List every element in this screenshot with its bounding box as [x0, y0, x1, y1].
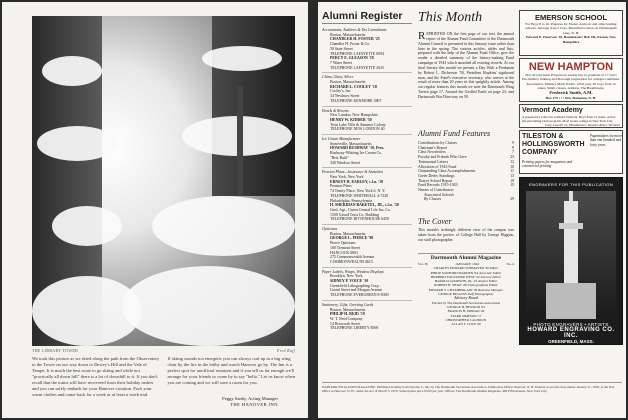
- register-detail: TELEPHONE NEW LONDON 40: [330, 127, 385, 132]
- feature-label: Names of Contributors: [418, 188, 454, 193]
- ad-new-hampton: [519, 58, 623, 102]
- staff-role: Editor: [489, 266, 499, 271]
- register-detail: Boston, Massachusetts: [330, 32, 366, 37]
- register-detail: Brooklyn, New York: [330, 274, 363, 279]
- board-member: CHRISTOPHER CALHOUN: [445, 317, 487, 322]
- cover-text: This month's strikingly different view of the campus was taken from the portico of College Hall by George Higgins, our staff photographer.: [418, 228, 514, 242]
- ad-engraving-line1: PHOTO ENGRAVERS • ARTISTS: [533, 322, 609, 327]
- register-detail: TELEPHONE LAFAYETTE 2635: [330, 65, 385, 70]
- feature-label: Faculty and Friends Who Gave: [418, 155, 467, 160]
- feature-label: By Classes: [424, 197, 441, 202]
- register-detail: 14 Bosworth Street: [330, 321, 361, 326]
- register-cat: Opticians: [322, 227, 338, 232]
- register-detail: Bushway-Whiting Ice Cream Co.: [330, 151, 383, 156]
- inn-letter: [32, 356, 295, 398]
- staff-name: HAROLD GOODWIN, JR. '23: [434, 279, 479, 284]
- register-firm: ERNEST H. EARLEY, c.l.u. '18: [330, 179, 384, 184]
- register-cat: Ice Cream Manufacturer: [322, 137, 361, 142]
- features-title: Alumni Fund Features: [418, 129, 491, 138]
- staff-role: Business Manager: [478, 287, 504, 292]
- ad-emerson-heads: Edward E. Emerson '18, Headmaster; Bob Oh, Easton, New Hampshire: [526, 35, 616, 44]
- ad-vermont-title: Vermont Academy: [522, 107, 583, 114]
- ad-engraving-header: ENGRAVERS FOR THIS PUBLICATION: [528, 182, 613, 187]
- ad-emerson-title: EMERSON SCHOOL: [534, 13, 608, 22]
- feature-page: 9: [512, 145, 514, 150]
- features-list: [418, 141, 514, 202]
- register-detail: TELEPHONE WHITEHALL 4-7220: [330, 193, 389, 198]
- ad-new-hampton-text: Pre-military training and thorough preparation for colleges combined. Aeronautics, Military Math, Radio. 125th year. 65 boys from 12 states. Small classes. Address, The Headmaster,: [522, 77, 620, 90]
- magazine-name: Dartmouth Alumni Magazine: [430, 255, 502, 261]
- feature-label: Associated Schools: [424, 192, 454, 197]
- feature-label: Outstanding Class Accomplishments: [418, 169, 476, 174]
- feature-label: Allocation of 1943 Fund: [418, 164, 457, 169]
- feature-page: 23: [510, 155, 514, 160]
- feature-page: 12: [510, 159, 514, 164]
- inn-signature: [178, 396, 278, 408]
- ad-new-hampton-subtitle: New Acceleration Program to enable boy to graduate at 17 years: [525, 73, 617, 77]
- left-page: [2, 2, 308, 418]
- feature-label: Chairman's Report: [418, 145, 448, 150]
- feature-page: 15: [510, 183, 514, 188]
- register-sep: [322, 134, 412, 135]
- register-firm: H. SHERIDAN BAKETEL, JR., c.l.u. '20: [330, 203, 399, 208]
- right-page: [318, 2, 626, 418]
- register-sep: [322, 167, 412, 168]
- register-cat: China, Glass, Silver: [322, 75, 354, 80]
- staff-name: PHILIP SANFORD MARDEN '94: [430, 270, 479, 275]
- ad-new-hampton-head: Frederick Smith, A.M.: [549, 90, 593, 96]
- board-member: STARR SIMPSON '17: [450, 313, 482, 318]
- register-detail: Philadelphia, Pennsylvania: [330, 198, 373, 203]
- ad-howard-engraving: [519, 177, 623, 345]
- board-title: Advisory Board: [454, 296, 478, 301]
- ad-engraving-line2: HOWARD ENGRAVING CO. INC.: [527, 327, 615, 339]
- register-firm: CHANDLER H. FOSTER '25: [330, 37, 380, 42]
- register-detail: 74 Trinity Place, New York 6, N. Y.: [330, 189, 386, 194]
- feature-label: Thayer School Report: [418, 178, 453, 183]
- register-detail: 50 State Street: [330, 46, 353, 51]
- register-detail: COMMONWEALTH 4615: [330, 259, 373, 264]
- tower-illustration: [526, 191, 616, 319]
- register-detail: 1500 Girard Trust Co. Building: [330, 212, 379, 217]
- ad-new-hampton-box: Box 175 • • • New Hampton, N. H.: [545, 95, 597, 100]
- register-detail: New York, New York: [330, 174, 364, 179]
- this-month-text: [418, 32, 514, 100]
- register-detail: Grand Street and Morgan Avenue: [330, 288, 383, 293]
- feature-label: Class Newsletters: [418, 150, 446, 155]
- feature-label: Fund Records 1915-1943: [418, 183, 458, 188]
- board-list: [418, 305, 514, 326]
- feature-label: Testimonial Letters: [418, 159, 449, 164]
- this-month-body: EPRINTED ON the first page of our text, the annual report of the Alumni Fund Committee of the Dartmouth Alumni Council is presented in this January issue rather than later in the spring. The various articles, tables and lists, prepared with the help of the Alumni Fund Office, give the reader a detailed summary of the history-making Fund campaign of 1943 which smashed all existing records. At our final literary this month we present a Day With a Freshman by Robert L. Dickerson '50, President Hopkins' signboard man, and the Fund's executive secretary, who arrives at the result of more than 20 years in this sprightly article. Among our regular features this month we note the Dartmouth Wing Tavern page 17, Around the Girdled Earth on page 23, and Dartmouth War Directory on 59.: [418, 32, 514, 99]
- feature-page: 9: [512, 141, 514, 145]
- register-sep: [322, 300, 412, 301]
- ad-vermont-academy: [519, 104, 623, 128]
- register-detail: "Best Built": [330, 155, 349, 160]
- register-detail: Pierce Opticians: [330, 241, 356, 246]
- register-detail: New London, New Hampshire: [330, 113, 378, 118]
- register-detail: W. T. Reid Company: [330, 316, 363, 321]
- register-firm: RICHARD L. COOLEY '18: [330, 84, 377, 89]
- feature-label: Contributions by Classes: [418, 141, 457, 145]
- staff-role: Staff Photographer: [467, 292, 494, 297]
- board-member: ALLAN T. COLE '40: [451, 322, 481, 327]
- register-detail: TELEPHONE RITTENHOUSE 6450: [330, 217, 390, 222]
- register-firm: PHILIP H. REID '19: [330, 312, 365, 317]
- register-detail: TELEPHONE LAFAYETTE 0094: [330, 51, 385, 56]
- ad-tileston-text: Printing papers for magazines and commercial printing: [522, 160, 573, 169]
- photo-caption: [32, 348, 295, 353]
- register-title: Alumni Register: [322, 10, 403, 22]
- register-sep: [322, 72, 412, 73]
- ad-vermont-text: A preparatory school in southern Vermont. Boys from 12 states. Active ski and Outing Club program. Most recent college in New York City.: [522, 115, 616, 124]
- staff-role: Alumni Editor: [478, 279, 498, 284]
- register-firm: GEORGE L. PIERCE '98: [330, 236, 374, 241]
- register-cat: Stationery, Gifts, Greeting Cards: [322, 302, 374, 307]
- register-detail: Pension Plans: [330, 184, 352, 189]
- snow-tower-photo: [32, 16, 295, 346]
- ad-tileston: [519, 130, 623, 174]
- register-detail: 340 Windsor Street: [330, 160, 361, 165]
- feature-page: 11: [510, 169, 514, 174]
- register-detail: TELEPHONE EVERGREEN 8-8300: [330, 293, 389, 298]
- volume: Vol. 36: [418, 262, 428, 266]
- register-detail: Boston, Massachusetts: [330, 307, 366, 312]
- signature-name: Peggy Sanby, Acting Manager: [222, 396, 278, 401]
- register-detail: HANCOCK 6863: [330, 250, 358, 255]
- staff-name: CHARLES EDWARD WIDMAYER '30: [433, 266, 490, 271]
- ad-tileston-side: Papermakers for more than one hundred and forty years: [590, 134, 622, 147]
- register-detail: Somerville, Massachusetts: [330, 141, 372, 146]
- staff-name: GEORGE HIGGINS: [438, 292, 468, 297]
- board-member: GEORGE H. HESSION '04: [447, 304, 485, 309]
- staff-name: ROBERT B. SHAW '28: [434, 283, 468, 288]
- register-firm: HOWARD BUSHWAY '10, Pres.: [330, 146, 385, 151]
- letter-col-2: If skiing sounds too energetic you can always curl up in a big wing chair by the fire in the lobby and watch Hanover go by. The Inn is a perfect spot for unofficial reunions and if you tell us far enough we'll arrange for your friends to come by to say "hello." Let us know when you are coming and we will save a room for you.: [167, 356, 295, 385]
- register-cat: Hotels & Resorts: [322, 108, 349, 113]
- feature-page: 13: [510, 173, 514, 178]
- letter-col-1: We took this picture as we skied along the path from the Observatory to the Tower on our way down to Dewey's Hill and the Vale of Tempe. It is much the best route to go skiing and while not "practically all down hill" there is a lot of downhill to it. If you don't recall that the trains will have recovered from their holiday rushes and you can safely embark for your Hanover vacation. Pack your warm clothes and come back for a week or at least a week-end.: [32, 356, 160, 397]
- register-detail: Boston, Massachusetts: [330, 80, 366, 85]
- masthead: [418, 255, 514, 326]
- ad-vermont-sig: Lacy Leavitt '11, Headmaster, Saxtons River, Vermont: [545, 123, 620, 128]
- drop-cap: R: [418, 30, 426, 42]
- issue-number: No. 4: [506, 262, 514, 266]
- signature-inn: THE HANOVER INN: [230, 402, 278, 407]
- publication-footer: DARTMOUTH ALUMNI MAGAZINE. Published monthly from October to July by The Dartmouth Secretaries Association. Publication Office: Hanover, N. H. Entered as second-class matter January 21, 1936, at the Post Office at Hanover, N. H., under the Act of March 3, 1879. Subscription price $3.00 per year. Offices: The Dartmouth Alumni Magazine, 489 Fifth Avenue, New York City.: [322, 382, 622, 393]
- register-detail: 100 Tremont Street: [330, 245, 361, 250]
- register-rule: [322, 23, 412, 24]
- feature-page: 10: [510, 164, 514, 169]
- staff-name: HERBERT FAULKNER WEST '22: [430, 274, 481, 279]
- register-sep: [322, 106, 412, 107]
- register-sep: [322, 224, 412, 225]
- masthead-rule: [418, 253, 514, 254]
- register-firm: HENRY W. KIDDER '30: [330, 117, 372, 122]
- ad-emerson-text: For Boys 8 to 16. Prepares for Exeter, Andover and other leading schools. Average class 5 boys. Beautiful location on Winnisquam Lake, N. H.: [525, 22, 617, 35]
- register-detail: 275 Commonwealth Avenue: [330, 255, 375, 260]
- feature-page: 7: [512, 150, 514, 155]
- staff-list: [418, 266, 514, 296]
- register-cat: Pension Plans—Insurance & Annuities: [322, 170, 383, 175]
- register-detail: TELEPHONE LIBERTY 8569: [330, 326, 379, 331]
- register-firm: SIDNEY P. VOICE '10: [330, 279, 369, 284]
- cover-title: The Cover: [418, 217, 452, 226]
- register-detail: Boston, Massachusetts: [330, 231, 366, 236]
- staff-role: Undergraduate Editor: [467, 283, 498, 288]
- register-detail: 34 Newbury Street: [330, 94, 360, 99]
- caption-text: THE LIBRARY TOWER: [32, 348, 79, 353]
- register-detail: Twin Lake Villa & Summer Colony: [330, 122, 386, 127]
- ad-new-hampton-title: NEW HAMPTON: [528, 61, 614, 73]
- this-month-title: This Month: [418, 10, 483, 25]
- staff-name: EDWARD T. CHAMBERLAIN '36: [428, 287, 479, 292]
- staff-role: Literary Editor: [480, 274, 502, 279]
- register-sep: [322, 267, 412, 268]
- register-cat: Paper Labels, Wraps, Window Displays: [322, 269, 384, 274]
- register-firm: PERCY E. GLEASON '18: [330, 56, 374, 61]
- register-detail: Cooley's, Inc.: [330, 89, 352, 94]
- photo-credit: Fred Ruff: [277, 348, 295, 353]
- feature-page: 29: [510, 197, 514, 202]
- ad-tileston-title: TILESTON & HOLLINGSWORTH COMPANY: [522, 133, 585, 156]
- feature-row: [418, 197, 514, 202]
- register-detail: TELEPHONE KENMORE 3807: [330, 98, 382, 103]
- register-detail: Chandler H. Foster & Co.: [330, 42, 371, 47]
- board-member: FRANCIS H. MORAN '20: [447, 309, 485, 314]
- register-cat: Accountants, Auditors & Tax Consultants: [322, 28, 387, 32]
- register-detail: Genl. Agt., Union Central Life Ins. Co.: [330, 207, 391, 212]
- register-detail: 7 Water Street: [330, 60, 353, 65]
- ad-engraving-line3: GREENFIELD, MASS.: [548, 339, 594, 344]
- feature-page: 19: [510, 178, 514, 183]
- staff-role: Associate Editor: [478, 270, 502, 275]
- issue-date: JANUARY, 1944: [455, 262, 479, 266]
- board-note: Elected by The Dartmouth Secretaries Association: [431, 300, 501, 305]
- register-list: [322, 28, 412, 331]
- feature-label: Green Derby Standings: [418, 173, 455, 178]
- ad-emerson-school: [519, 10, 623, 56]
- register-detail: Greenfield Lithographing Corp.: [330, 283, 380, 288]
